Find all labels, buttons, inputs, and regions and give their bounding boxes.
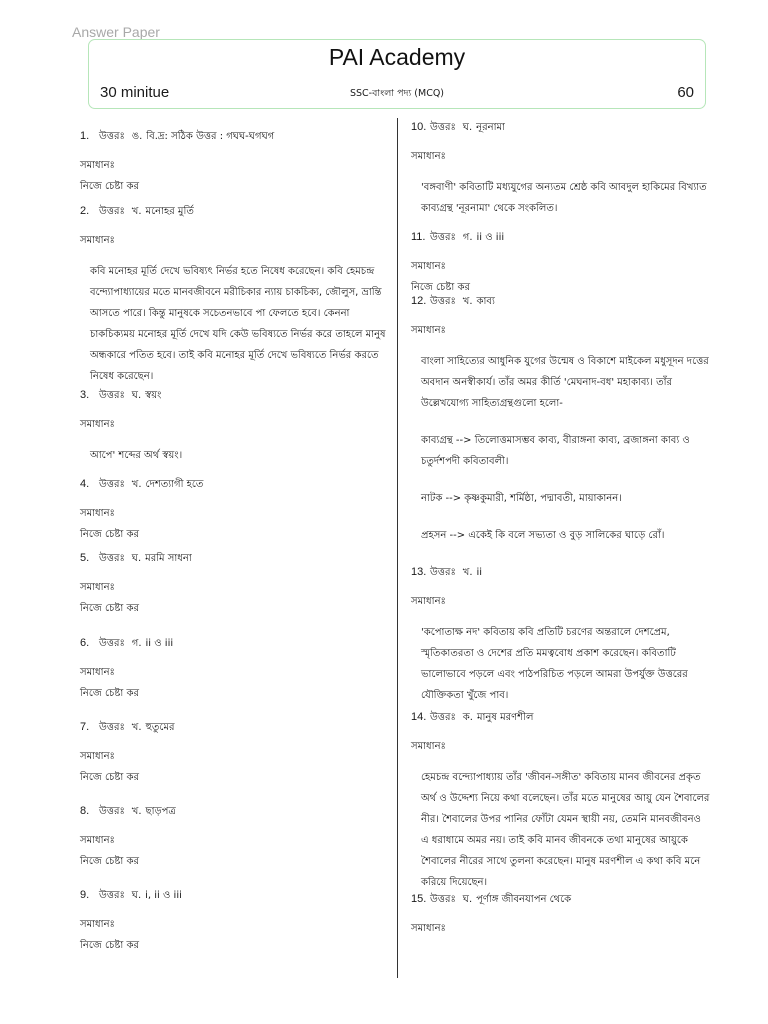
solution-label: সমাধানঃ bbox=[80, 419, 115, 430]
answer-label: উত্তরঃ bbox=[99, 206, 125, 217]
solution-label: সমাধানঃ bbox=[411, 923, 446, 934]
answer-text: হুতুমের bbox=[145, 722, 175, 733]
exam-duration: 30 minitue bbox=[100, 84, 170, 101]
question-number: 15. bbox=[411, 893, 427, 905]
answer-label: উত্তরঃ bbox=[430, 296, 456, 307]
solution-label: সমাধানঃ bbox=[80, 667, 115, 678]
answer-header bbox=[411, 889, 711, 910]
answer-option: ক. bbox=[462, 712, 473, 723]
academy-name: PAI Academy bbox=[328, 44, 466, 70]
solution-paragraph: 'কপোতাক্ষ নদ' কবিতায় কবি প্রতিটি চরণের অন্তরালে দেশপ্রেম, স্মৃতিকাতরতা ও দেশের প্রতি মমত্ববোধ প্রকাশ করেছেন। কবিতাটি ভালোভাবে পড়লে এবং পাঠপরিচিত পড়লে আমরা উপর্যুক্ত উত্তরের যৌক্তিকতা খুঁজে পাব। bbox=[421, 627, 688, 701]
answer-label: উত্তরঃ bbox=[430, 894, 456, 905]
answer-item bbox=[411, 562, 711, 706]
answer-header bbox=[80, 385, 390, 406]
answer-paper-watermark: Answer Paper bbox=[72, 24, 160, 40]
answer-label: উত্তরঃ bbox=[99, 806, 125, 817]
try-yourself-note: নিজে চেষ্টা কর bbox=[80, 688, 139, 699]
answer-item bbox=[80, 633, 390, 704]
answer-label: উত্তরঃ bbox=[99, 638, 125, 649]
answer-text: কাব্য bbox=[476, 296, 495, 307]
question-number: 14. bbox=[411, 711, 427, 723]
answer-option: গ. bbox=[462, 232, 473, 243]
solution-paragraph: বাংলা সাহিত্যের আধুনিক যুগের উন্মেষ ও বিকাশে মাইকেল মধুসূদন দত্তের অবদান অনস্বীকার্য। তাঁর অমর কীর্তি 'মেঘনাদ-বধ' মহাকাব্য। তাঁর উল্লেখযোগ্য সাহিত্যগ্রন্থগুলো হলো- bbox=[421, 356, 709, 409]
try-yourself-note: নিজে চেষ্টা কর bbox=[80, 181, 139, 192]
answer-text: i, ii ও iii bbox=[145, 890, 182, 901]
answer-header bbox=[80, 474, 390, 495]
try-yourself-note: নিজে চেষ্টা কর bbox=[80, 529, 139, 540]
question-number: 11. bbox=[411, 231, 426, 243]
solution-label: সমাধানঃ bbox=[80, 835, 115, 846]
question-number: 12. bbox=[411, 295, 427, 307]
answer-text: স্বয়ং bbox=[145, 390, 162, 401]
answer-option: খ. bbox=[462, 567, 473, 578]
question-number: 7. bbox=[80, 721, 90, 733]
question-number: 13. bbox=[411, 566, 427, 578]
solution-label: সমাধানঃ bbox=[411, 741, 446, 752]
solution-paragraph: নাটক --> কৃষ্ণকুমারী, শর্মিষ্ঠা, পদ্মাবতী, মায়াকানন। bbox=[421, 493, 622, 504]
answer-option: ঙ. bbox=[131, 131, 143, 142]
solution-label: সমাধানঃ bbox=[411, 261, 446, 272]
answer-label: উত্তরঃ bbox=[99, 722, 125, 733]
answer-item bbox=[80, 201, 390, 387]
answer-text: ii ও iii bbox=[145, 638, 174, 649]
answer-option: খ. bbox=[131, 206, 142, 217]
solution-label: সমাধানঃ bbox=[411, 596, 446, 607]
answer-header bbox=[80, 717, 390, 738]
solution-paragraph: হেমচন্দ্র বন্দ্যোপাধ্যায় তাঁর 'জীবন-সঙ্গীত' কবিতায় মানব জীবনের প্রকৃত অর্থ ও উদ্দেশ্য নিয়ে কথা বলেছেন। তাঁর মতে মানুষের আয়ু যেন শৈবালের নীর। শৈবালের উপর পানির ফোঁটা যেমন স্থায়ী নয়, তেমনি মানবজীবনও এ ধরাধামে অমর নয়। তাই কবি মানব জীবনকে তথা মানুষের আয়ুকে শৈবালের নীরের সাথে তুলনা করেছেন। মানুষ মরণশীল এ কথা কবি মনে করিয়ে দিয়েছেন। bbox=[421, 772, 710, 888]
try-yourself-note: নিজে চেষ্টা কর bbox=[80, 856, 139, 867]
answer-text: মনোহর মুর্তি bbox=[145, 206, 194, 217]
answer-text: বি.দ্র: সঠিক উত্তর : গঘঘ-ঘগঘগ bbox=[146, 131, 275, 142]
column-divider bbox=[397, 118, 398, 978]
answer-option: ঘ. bbox=[131, 553, 142, 564]
answer-item bbox=[411, 117, 711, 219]
question-number: 8. bbox=[80, 805, 90, 817]
answer-label: উত্তরঃ bbox=[99, 479, 125, 490]
answer-header bbox=[80, 633, 390, 654]
question-number: 9. bbox=[80, 889, 90, 901]
solution-label: সমাধানঃ bbox=[80, 919, 115, 930]
answer-header bbox=[411, 117, 711, 138]
answer-option: ঘ. bbox=[462, 894, 473, 905]
answer-item bbox=[80, 801, 390, 872]
answer-item bbox=[80, 548, 390, 619]
answer-option: ঘ. bbox=[462, 122, 473, 133]
answer-label: উত্তরঃ bbox=[430, 122, 456, 133]
answer-option: ঘ. bbox=[131, 390, 142, 401]
solution-label: সমাধানঃ bbox=[411, 325, 446, 336]
solution-paragraph: আপে' শব্দের অর্থ স্বয়ং। bbox=[90, 450, 183, 461]
answer-item bbox=[80, 717, 390, 788]
answer-label: উত্তরঃ bbox=[99, 131, 125, 142]
question-number: 5. bbox=[80, 552, 90, 564]
answer-header bbox=[80, 548, 390, 569]
question-number: 4. bbox=[80, 478, 90, 490]
solution-label: সমাধানঃ bbox=[80, 235, 115, 246]
solution-label: সমাধানঃ bbox=[80, 751, 115, 762]
answer-option: খ. bbox=[131, 722, 142, 733]
question-number: 2. bbox=[80, 205, 90, 217]
question-number: 1. bbox=[80, 130, 90, 142]
answer-item bbox=[80, 474, 390, 545]
answer-label: উত্তরঃ bbox=[99, 553, 125, 564]
try-yourself-note: নিজে চেষ্টা কর bbox=[411, 282, 470, 293]
answer-item bbox=[411, 707, 711, 893]
answer-item bbox=[411, 291, 711, 546]
answer-text: দেশত্যাগী হতে bbox=[145, 479, 204, 490]
header-box bbox=[88, 39, 706, 109]
try-yourself-note: নিজে চেষ্টা কর bbox=[80, 603, 139, 614]
answer-item bbox=[80, 885, 390, 956]
answer-text: নূরনামা bbox=[476, 122, 505, 133]
solution-label: সমাধানঃ bbox=[80, 582, 115, 593]
answer-item bbox=[80, 126, 390, 197]
answer-item bbox=[411, 889, 711, 939]
solution-paragraph: কবি মনোহর মূর্তি দেখে ভবিষ্যৎ নির্ভর হতে নিষেধ করেছেন। কবি হেমচন্দ্র বন্দ্যোপাধ্যায়ের মতে মানবজীবনে মরীচিকার ন্যায় চাকচিক্য, জৌলুস, ভ্রান্তি আসতে পারে। কিন্তু মানুষকে সচেতনভাবে পা ফেলতে হবে। কেননা চাকচিক্যময় মনোহর মূর্তি দেখে যদি কেউ ভবিষ্যতে নির্ভর করে তাহলে মানুষ অন্ধকারে পতিত হবে। তাই কবি মনোহর মূর্তি দেখে ভবিষ্যতে নির্ভর করতে নিষেধ করেছেন। bbox=[90, 266, 386, 382]
answer-header bbox=[80, 201, 390, 222]
answer-option: খ. bbox=[462, 296, 473, 307]
answer-item bbox=[80, 385, 390, 466]
answer-header bbox=[411, 227, 711, 248]
solution-label: সমাধানঃ bbox=[411, 151, 446, 162]
answer-header bbox=[80, 885, 390, 906]
try-yourself-note: নিজে চেষ্টা কর bbox=[80, 940, 139, 951]
answer-text: মানুষ মরণশীল bbox=[476, 712, 534, 723]
exam-subject: SSC-বাংলা পদ্য (MCQ) bbox=[349, 88, 445, 99]
try-yourself-note: নিজে চেষ্টা কর bbox=[80, 772, 139, 783]
question-number: 6. bbox=[80, 637, 90, 649]
answer-header bbox=[80, 126, 390, 147]
answer-label: উত্তরঃ bbox=[430, 712, 456, 723]
answer-text: মরমি সাধনা bbox=[145, 553, 192, 564]
answer-option: ঘ. bbox=[131, 890, 142, 901]
answer-header bbox=[411, 562, 711, 583]
answer-label: উত্তরঃ bbox=[430, 232, 456, 243]
solution-label: সমাধানঃ bbox=[80, 508, 115, 519]
question-number: 3. bbox=[80, 389, 90, 401]
solution-label: সমাধানঃ bbox=[80, 160, 115, 171]
answer-header bbox=[411, 707, 711, 728]
answer-text: ii ও iii bbox=[476, 232, 505, 243]
answer-option: গ. bbox=[131, 638, 142, 649]
answer-option: খ. bbox=[131, 479, 142, 490]
answer-item bbox=[411, 227, 711, 298]
answer-label: উত্তরঃ bbox=[430, 567, 456, 578]
answer-text: ছাড়পত্র bbox=[145, 806, 176, 817]
solution-paragraph: কাব্যগ্রন্থ --> তিলোত্তমাসম্ভব কাব্য, বীরাঙ্গনা কাব্য, ব্রজাঙ্গনা কাব্য ও চতুর্দশপদী কবিতাবলী। bbox=[421, 435, 690, 467]
solution-paragraph: 'বঙ্গবাণী' কবিতাটি মধ্যযুগের অন্যতম শ্রেষ্ঠ কবি আবদুল হাকিমের বিখ্যাত কাব্যগ্রন্থ 'নূরনামা' থেকে সংকলিত। bbox=[421, 182, 707, 214]
answer-label: উত্তরঃ bbox=[99, 390, 125, 401]
answer-header bbox=[80, 801, 390, 822]
answer-label: উত্তরঃ bbox=[99, 890, 125, 901]
total-marks: 60 bbox=[677, 84, 694, 101]
solution-paragraph: প্রহসন --> একেই কি বলে সভ্যতা ও বুড় সালিকের ঘাড়ে রোঁ। bbox=[421, 530, 665, 541]
answer-text: ii bbox=[476, 567, 483, 578]
answer-option: খ. bbox=[131, 806, 142, 817]
answer-text: পূর্ণাঙ্গ জীবনযাপন থেকে bbox=[476, 894, 572, 905]
question-number: 10. bbox=[411, 121, 427, 133]
answer-header bbox=[411, 291, 711, 312]
